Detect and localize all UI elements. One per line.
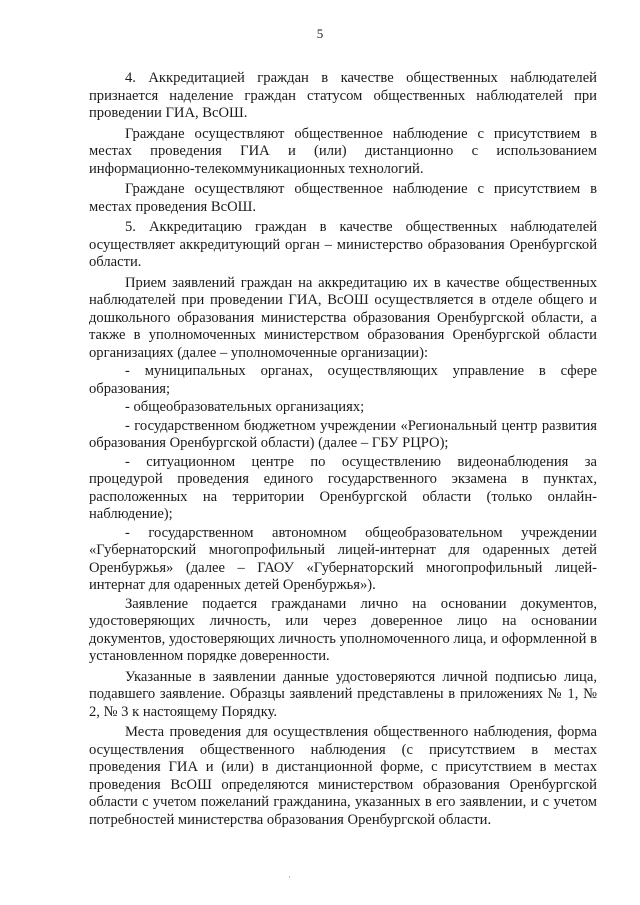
- paragraph-signature-certification: Указанные в заявлении данные удостоверяются личной подписью лица, подавшего заявление. Образцы заявлений представлены в приложениях № 1, № 2, № 3 к настоящему Порядку.: [89, 668, 597, 720]
- paragraph-observation-places: Места проведения для осуществления общественного наблюдения, форма осуществления общественного наблюдения (с присутствием в местах проведения ГИА и (или) в дистанционной форме, с присутствием в местах проведения ВсОШ определяются министерством образования Оренбургской области с учетом пожеланий гражданина, указанных в его заявлении, и с учетом потребностей министерства образования Оренбургской области.: [89, 724, 597, 828]
- list-item-general-education: - общеобразовательных организациях;: [125, 399, 365, 415]
- paragraph-application-intake: Прием заявлений граждан на аккредитацию их в качестве общественных наблюдателей при проведении ГИА, ВсОШ осуществляется в отделе общего и дошкольного образования министерства образования Оренбургской области, а также в уполномоченных министерством образования Оренбургской области организациях (далее – уполномоченные организации):: [89, 274, 597, 361]
- paragraph-application-submission: Заявление подается гражданами лично на основании документов, удостоверяющих личность, или через доверенное лицо на основании документов, удостоверяющих личность уполномоченного лица, и оформленной в установленном порядке доверенности.: [89, 595, 597, 664]
- list-item-gaou-lyceum: - государственном автономном общеобразовательном учреждении «Губернаторский многопрофильный лицей-интернат для одаренных детей Оренбуржья» (далее – ГАОУ «Губернаторский многопрофильный лицей-интернат для одаренных детей Оренбуржья»).: [89, 524, 597, 593]
- page-number: 5: [316, 26, 324, 41]
- list-item-municipal-bodies: - муниципальных органах, осуществляющих управление в сфере образования;: [89, 363, 597, 397]
- list-item-gbu-rcro: - государственном бюджетном учреждении «Региональный центр развития образования Оренбургской области) (далее – ГБУ РЦРО);: [89, 417, 597, 451]
- paragraph-accreditation-definition: 4. Аккредитацией граждан в качестве общественных наблюдателей признается наделение граждан статусом общественных наблюдателей при проведении ГИА, ВсОШ.: [89, 70, 597, 121]
- paragraph-observation-gia: Граждане осуществляют общественное наблюдение с присутствием в местах проведения ГИА и (или) дистанционно с использованием информационно-телекоммуникационных технологий.: [89, 125, 597, 177]
- paragraph-accrediting-body: 5. Аккредитацию граждан в качестве общественных наблюдателей осуществляет аккредитующий орган – министерство образования Оренбургской области.: [89, 219, 597, 270]
- document-body: [89, 70, 597, 832]
- list-item-situation-center: - ситуационном центре по осуществлению видеонаблюдения за процедурой проведения единого государственного экзамена в пунктах, расположенных на территории Оренбургской области (только онлайн-наблюдение);: [89, 453, 597, 522]
- scan-artifact-mark: ·: [288, 872, 291, 882]
- paragraph-observation-vsosh: Граждане осуществляют общественное наблюдение с присутствием в местах проведения ВсОШ.: [89, 181, 597, 215]
